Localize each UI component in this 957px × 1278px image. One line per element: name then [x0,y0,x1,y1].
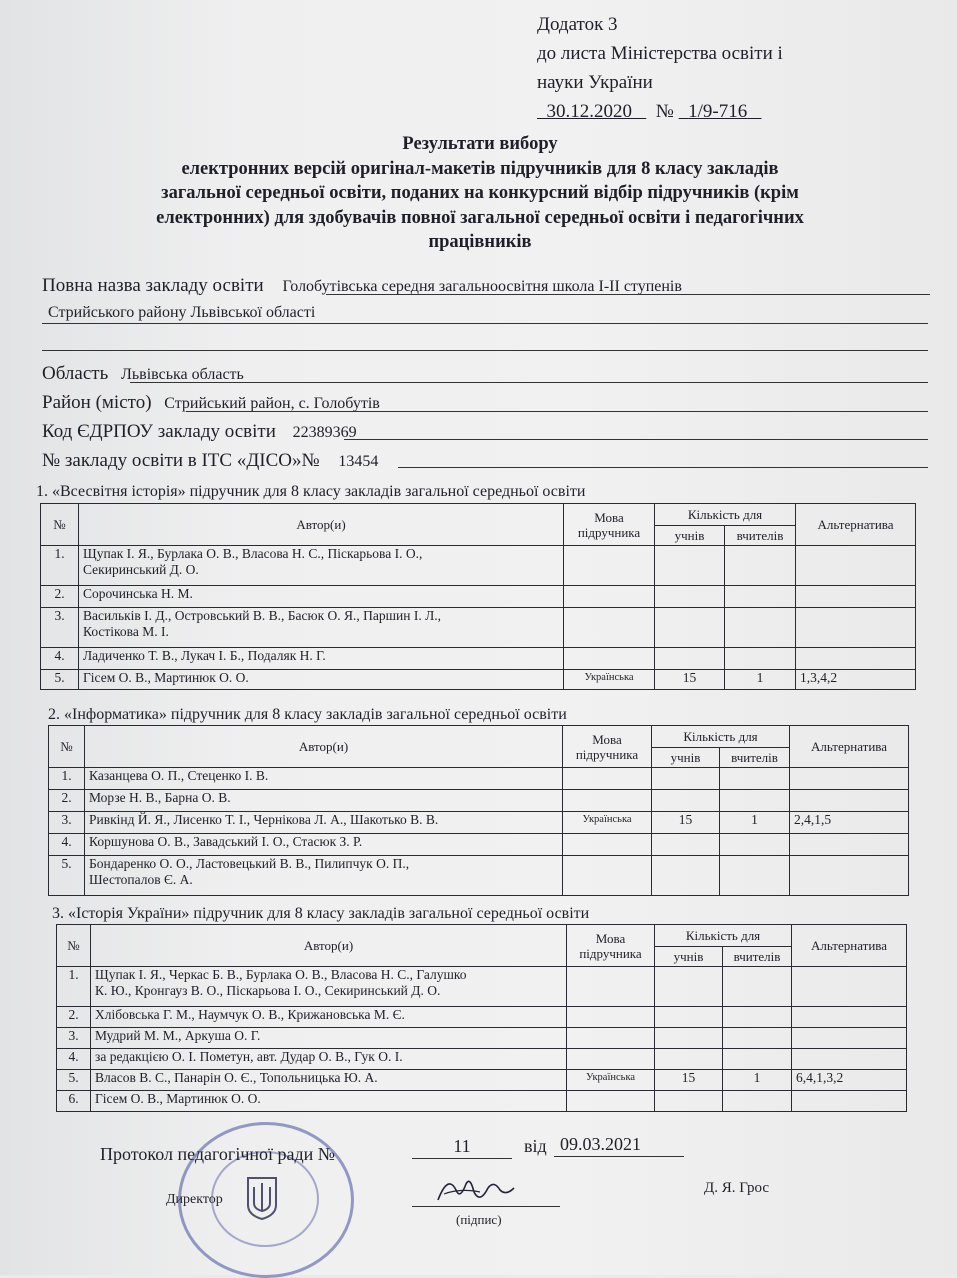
protocol-date: 09.03.2021 [560,1134,641,1154]
section-1-title: 1. «Всесвітня історія» підручник для 8 класу закладів загальної середньої освіти [36,483,586,500]
protocol-label: Протокол педагогічної ради № [100,1144,335,1164]
annex-date-number [537,97,783,126]
section-2-title: 2. «Інформатика» підручник для 8 класу закладів загальної середньої освіти [48,706,567,723]
table-header-row [57,925,907,947]
table-row: 2. Хлібовська Г. М., Наумчук О. В., Крижановська М. Є. [57,1007,907,1028]
table-row: 4. за редакцією О. І. Пометун, авт. Дудар О. В., Гук О. І. [57,1049,907,1070]
title-line4: електронних) для здобувачів повної загальної середньої освіти і педагогічних [156,207,804,228]
table-row: 3. Ривкінд Й. Я., Лисенко Т. І., Чернікова Л. А., Шакотько В. В. Українська 15 1 2,4,1,5 [49,812,909,834]
section-3-title: 3. «Історія України» підручник для 8 класу закладів загальної середньої освіти [52,905,590,922]
school-name-value-line2: Стрийського району Львівської області [48,304,316,321]
edrpou-label: Код ЄДРПОУ закладу освіти [42,421,276,442]
signature-caption: (підпис) [456,1212,502,1227]
title-line1: Результати вибору [402,134,558,154]
table-header-row [41,504,916,526]
its-label: № закладу освіти в ІТС «ДІСО»№ [42,450,320,471]
table-row: 3. Мудрий М. М., Аркуша О. Г. [57,1028,907,1049]
director-name: Д. Я. Грос [704,1180,769,1196]
section-1-table [40,503,916,690]
title-line5: працівників [428,232,532,252]
its-field [42,450,378,472]
region-value: Львівська область [120,366,244,383]
protocol-line [100,1144,335,1165]
header-language: Мова підручника [567,925,655,967]
table-row: 5. Власов В. С., Панарін О. Є., Топольницька Ю. А. Українська 15 1 6,4,1,3,2 [57,1070,907,1091]
table-row: 1. Казанцева О. П., Стеценко І. В. [49,768,909,790]
header-authors: Автор(и) [79,504,564,546]
from-label: від [524,1136,547,1156]
header-count: Кількість для [655,504,796,526]
trident-emblem-icon [245,1175,279,1221]
header-num: № [57,925,91,967]
district-label: Район (місто) [42,392,152,413]
header-teachers: вчителів [723,947,792,967]
protocol-number: 11 [453,1136,471,1156]
section-2-table [48,725,909,896]
table-row: 3. Васильків І. Д., Островський В. В., Басюк О. Я., Паршин І. Л., Костікова М. І. [41,608,916,648]
table-row: 5. Гісем О. В., Мартинюк О. О. Українська 15 1 1,3,4,2 [41,670,916,690]
section-3-table [56,924,907,1112]
annex-block [537,10,783,126]
district-value: Стрийський район, с. Голобутів [164,395,380,412]
header-alternative: Альтернатива [790,726,909,768]
director-label: Директор [166,1192,223,1207]
header-alternative: Альтернатива [796,504,916,546]
its-value: 13454 [338,453,379,470]
table-row: 1. Щупак І. Я., Бурлака О. В., Власова Н. С., Піскарьова І. О., Секиринський Д. О. [41,546,916,586]
header-authors: Автор(и) [91,925,567,967]
table-row: 4. Коршунова О. В., Завадський І. О., Стасюк З. Р. [49,834,909,856]
annex-line1: Додаток 3 [537,14,618,35]
table-row: 2. Сорочинська Н. М. [41,586,916,608]
annex-line3: науки України [537,72,653,93]
header-alternative: Альтернатива [792,925,907,967]
table-row: 2. Морзе Н. В., Барна О. В. [49,790,909,812]
director-signature [430,1170,520,1210]
school-name-value-line1: Голобутівська середня загальноосвітня школа І-ІІ ступенів [282,278,682,295]
header-teachers: вчителів [725,526,796,546]
table-row: 1. Щупак І. Я., Черкас Б. В., Бурлака О. В., Власова Н. С., Галушко К. Ю., Кронгауз В. О., Піскарьова І. О., Секиринський Д. О. [57,967,907,1007]
annex-line2: до листа Міністерства освіти і [537,43,783,64]
title-line3: загальної середньої освіти, поданих на конкурсний відбір підручників (крім [161,183,799,203]
table-row: 5. Бондаренко О. О., Ластовецький В. В., Пилипчук О. П., Шестопалов Є. А. [49,856,909,896]
header-count: Кількість для [655,925,792,947]
header-students: учнів [652,748,720,768]
header-count: Кількість для [652,726,790,748]
header-authors: Автор(и) [85,726,563,768]
school-name-label: Повна назва закладу освіти [42,275,264,296]
header-num: № [49,726,85,768]
header-students: учнів [655,526,725,546]
edrpou-value: 22389369 [292,424,357,441]
header-language: Мова підручника [564,504,655,546]
header-language: Мова підручника [563,726,652,768]
header-teachers: вчителів [720,748,790,768]
header-num: № [41,504,79,546]
table-row: 4. Ладиченко Т. В., Лукач І. Б., Подаляк Н. Г. [41,648,916,670]
header-students: учнів [655,947,723,967]
table-row: 6. Гісем О. В., Мартинюк О. О. [57,1091,907,1112]
annex-no-label: № [655,101,674,122]
document-title [40,132,920,255]
table-header-row [49,726,909,748]
title-line2: електронних версій оригінал-макетів підручників для 8 класу закладів [181,158,779,179]
region-label: Область [42,363,109,384]
edrpou-field [42,421,357,443]
annex-date: 30.12.2020 [546,101,632,122]
annex-number: 1/9-716 [688,101,748,122]
